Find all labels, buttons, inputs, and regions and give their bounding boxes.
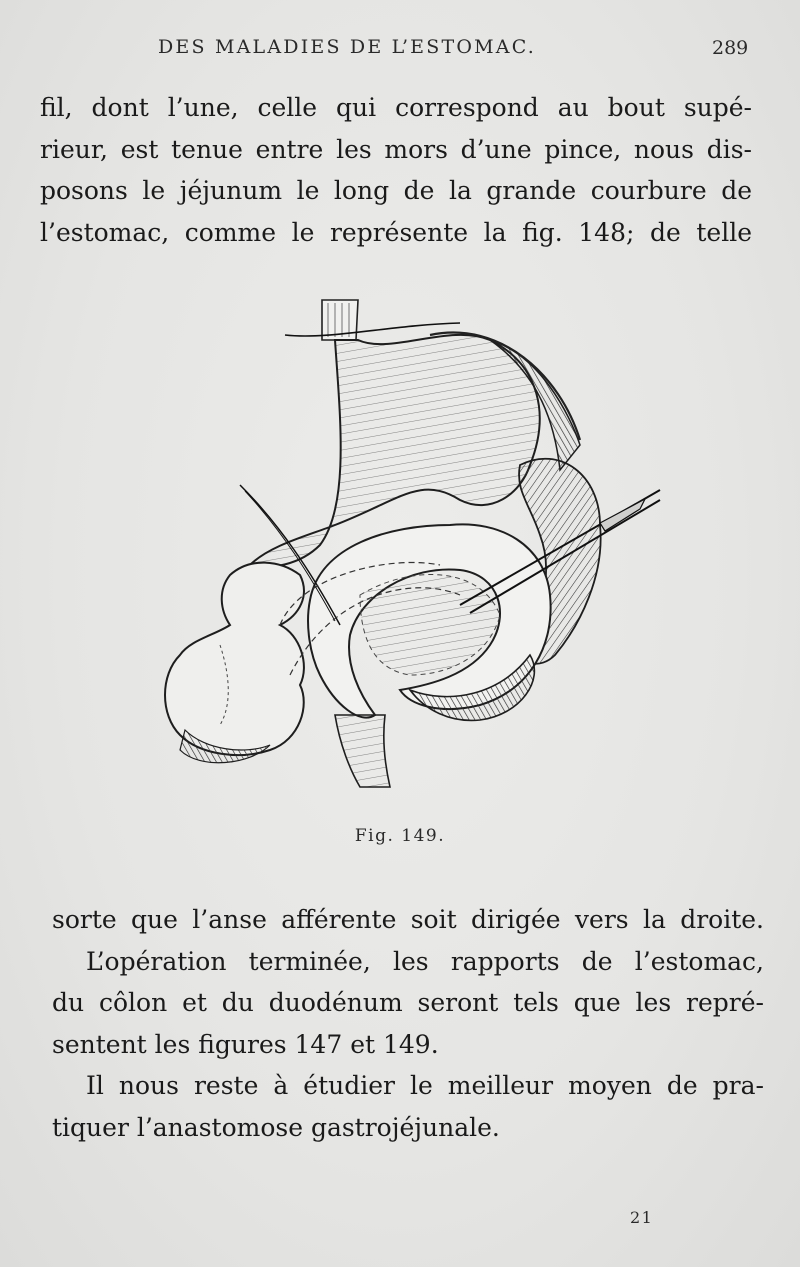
paragraph-top: [40, 87, 752, 253]
anatomical-illustration: [160, 295, 670, 795]
text-line: tiquer l’anastomose gastrojéjunale.: [52, 1112, 500, 1142]
text-line: sentent les figures 147 et 149.: [52, 1029, 439, 1059]
page-number: 289: [712, 37, 749, 59]
text-line: posons le jéjunum le long de la grande courbure de: [40, 176, 752, 205]
text-line: du côlon et du duodénum seront tels que les repré-: [52, 988, 764, 1017]
figure-caption: Fig. 149.: [354, 826, 446, 846]
running-head: [0, 36, 800, 66]
text-line: rieur, est tenue entre les mors d’une pince, nous dis-: [40, 134, 752, 164]
text-line: sorte que l’anse afférente soit dirigée vers la droite.: [52, 905, 764, 934]
signature-mark: 21: [630, 1208, 654, 1227]
text-line: l’estomac, comme le représente la fig. 148; de telle: [40, 217, 752, 247]
text-line: fil, dont l’une, celle qui correspond au bout supé-: [40, 93, 752, 122]
running-head-title: DES MALADIES DE L’ESTOMAC.: [158, 36, 536, 58]
text-line: Il nous reste à étudier le meilleur moyen de pra-: [86, 1071, 764, 1100]
paragraph-bottom: [52, 899, 764, 1148]
stomach-jejunum-engraving: [160, 295, 670, 795]
text-line: L’opération terminée, les rapports de l’estomac,: [86, 946, 764, 976]
